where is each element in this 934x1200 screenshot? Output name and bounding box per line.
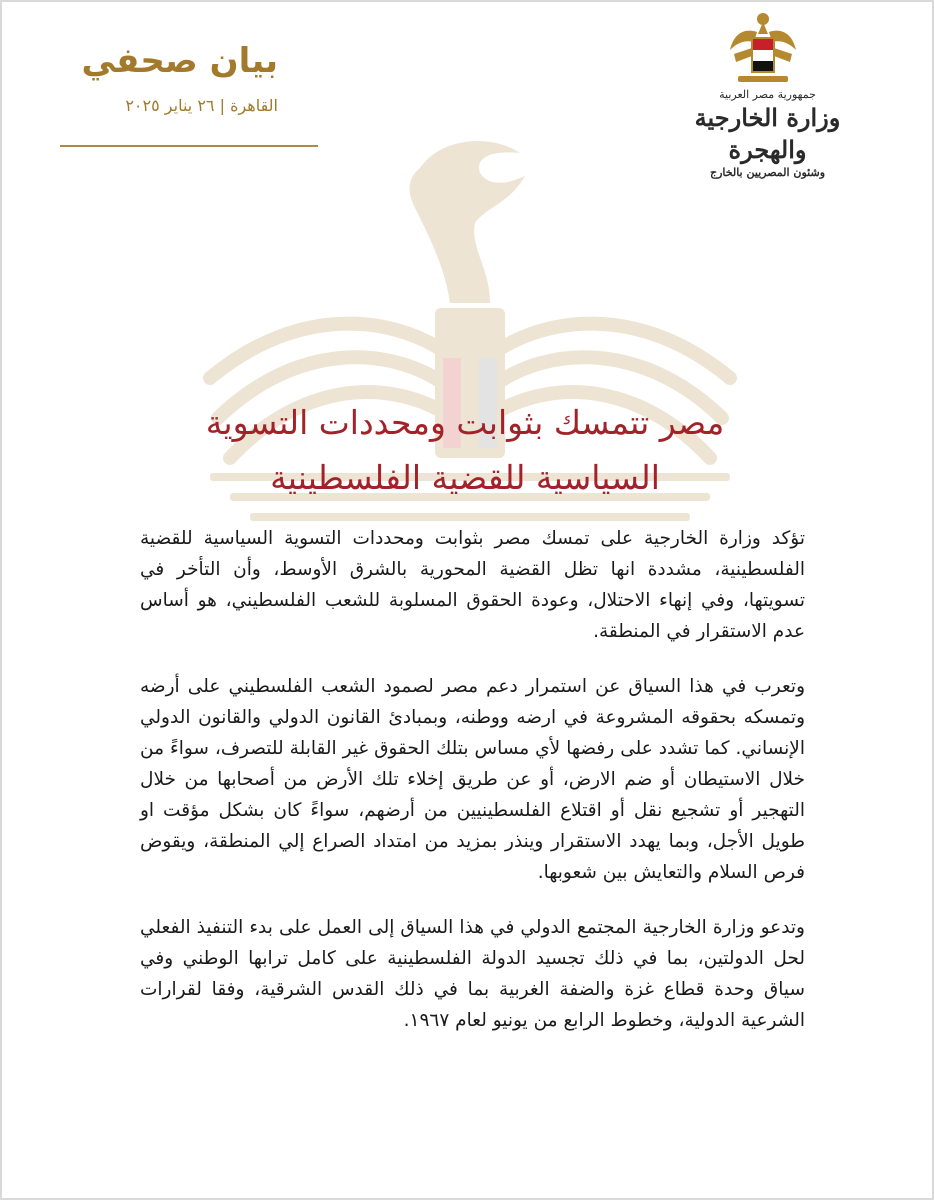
ministry-subtitle: وشئون المصريين بالخارج <box>709 166 826 179</box>
headline <box>150 395 780 505</box>
ministry-letterhead <box>655 88 880 179</box>
ministry-name: وزارة الخارجية والهجرة <box>694 103 841 164</box>
republic-name: جمهورية مصر العربية <box>719 88 816 101</box>
headline-line-1: مصر تتمسك بثوابت ومحددات التسوية <box>205 403 725 442</box>
eagle-emblem-icon <box>728 10 798 88</box>
paragraph-1: تؤكد وزارة الخارجية على تمسك مصر بثوابت ومحددات التسوية السياسية للقضية الفلسطينية، مشددة انها تظل القضية المحورية بالشرق الأوسط، وأن التأخر في تسويتها، وفي إنهاء الاحتلال، وعودة الحقوق المسلوبة للشعب الفلسطيني، هو أساس عدم الاستقرار في المنطقة. <box>140 528 805 642</box>
paragraph-3: وتدعو وزارة الخارجية المجتمع الدولي في هذا السياق إلى العمل على بدء التنفيذ الفعلي لحل الدولتين، بما في ذلك تجسيد الدولة الفلسطينية على كامل ترابها الوطني وفي سياق وحدة قطاع غزة والضفة الغربية بما في ذلك القدس الشرقية، وفقا لقرارات الشرعية الدولية، وخطوط الرابع من يونيو لعام ١٩٦٧. <box>140 917 805 1031</box>
dateline: القاهرة | ٢٦ يناير ٢٠٢٥ <box>125 96 278 115</box>
gold-divider <box>60 145 318 147</box>
press-statement-title: بيان صحفي <box>81 41 278 81</box>
paragraph-2: وتعرب في هذا السياق عن استمرار دعم مصر لصمود الشعب الفلسطيني على أرضه وتمسكه بحقوقه المشروعة في ارضه ووطنه، وبمبادئ القانون الدولي والقانون الدولي الإنساني. كما تشدد على رفضها لأي مساس بتلك الحقوق غير القابلة للتصرف، سواءً من خلال الاستيطان أو ضم الارض، أو عن طريق إخلاء تلك الأرض من أصحابها من خلال التهجير أو تشجيع نقل أو اقتلاع الفلسطينيين من أرضهم، سواءً كان بشكل مؤقت او طويل الأجل، وبما يهدد الاستقرار وينذر بمزيد من امتداد الصراع إلي المنطقة، ويقوض فرص السلام والتعايش بين شعوبها. <box>140 676 805 883</box>
headline-line-2: السياسية للقضية الفلسطينية <box>270 458 660 497</box>
statement-body <box>140 523 805 1060</box>
